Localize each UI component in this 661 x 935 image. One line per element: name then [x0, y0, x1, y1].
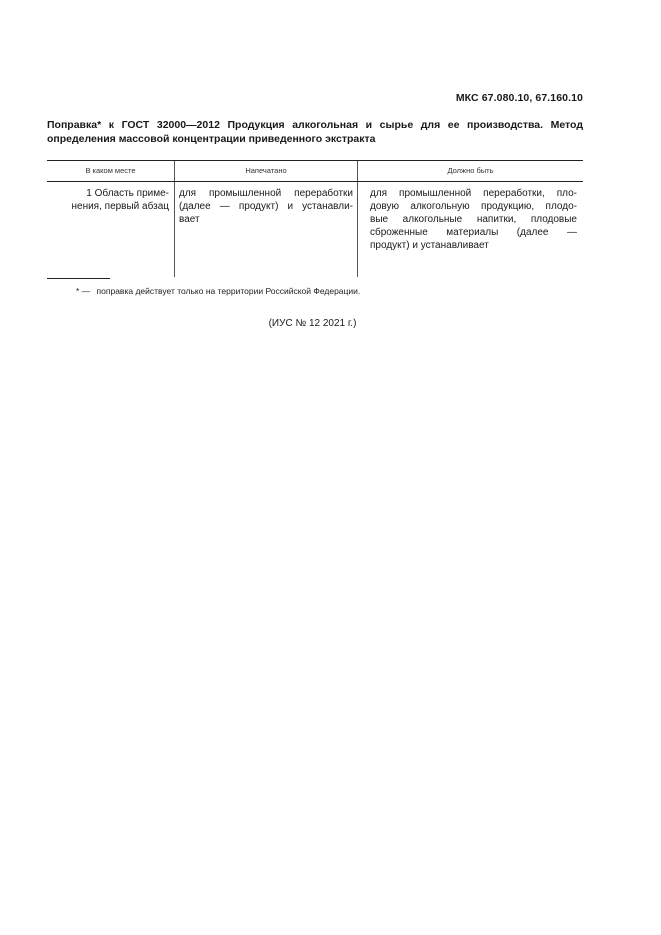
footnote — [76, 286, 360, 296]
header-place: В каком месте — [85, 166, 136, 175]
cell-should-be-line: вые алкогольные напитки, плодовые — [370, 214, 577, 225]
amendment-table — [47, 160, 583, 277]
cell-should-be-line: довую алкогольную продукцию, плодо- — [370, 201, 577, 212]
table-header — [47, 161, 583, 182]
issue-reference-text: (ИУС № 12 2021 г.) — [268, 318, 357, 329]
cell-should-be — [357, 182, 583, 277]
issue-reference — [0, 318, 661, 329]
footnote-text: поправка действует только на территории Российской Федерации. — [96, 286, 361, 296]
footnote-mark: * — — [76, 286, 91, 296]
cell-place — [47, 182, 174, 277]
title-line-1: Поправка* к ГОСТ 32000—2012 Продукция алкогольная и сырье для ее производства. Метод — [47, 119, 583, 131]
table-row — [47, 182, 583, 277]
cell-should-be-line: сброженные материалы (далее — — [370, 227, 577, 238]
header-should-be: Должно быть — [357, 161, 583, 181]
title-line-2: определения массовой концентрации приведенного экстракта — [47, 132, 376, 145]
cell-printed-line: вает — [179, 214, 200, 225]
amendment-title — [47, 119, 583, 146]
header-printed: Напечатано — [174, 161, 357, 181]
cell-should-be-line: продукт) и устанавливает — [370, 240, 489, 251]
cell-place-line: 1 Область приме- — [86, 188, 169, 199]
cell-printed-line: для промышленной переработки — [179, 188, 353, 199]
footnote-divider — [47, 278, 110, 279]
cell-printed — [174, 182, 357, 277]
classification-code: МКС 67.080.10, 67.160.10 — [455, 92, 583, 104]
cell-printed-line: (далее — продукт) и устанавли- — [179, 201, 353, 212]
cell-place-line: нения, первый абзац — [71, 201, 169, 212]
cell-should-be-line: для промышленной переработки, пло- — [370, 188, 577, 199]
